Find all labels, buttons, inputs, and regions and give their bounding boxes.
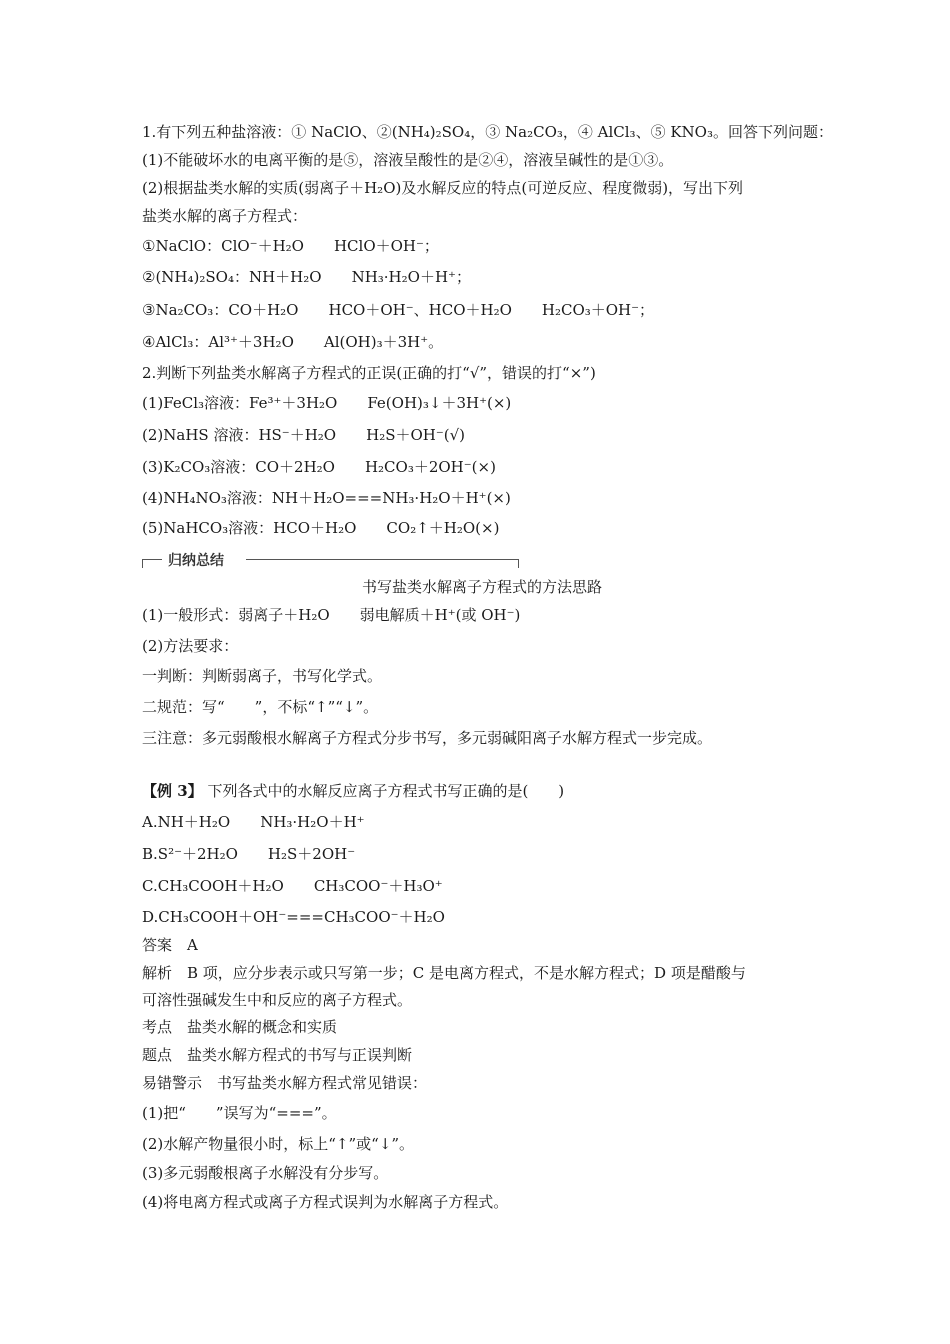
summary-line-4: 二规范：写“ ”，不标“↑”“↓”。 [142,698,379,716]
judge-item-4: (4)NH₄NO₃溶液：NH＋H₂O===NH₃·H₂O＋H⁺(×) [142,489,511,507]
warning-item-2: (2)水解产物量很小时，标上“↑”或“↓”。 [142,1135,415,1153]
judge-item-5: (5)NaHCO₃溶液：HCO＋H₂O CO₂↑＋H₂O(×) [142,519,500,537]
option-c: C.CH₃COOH＋H₂O CH₃COO⁻＋H₃O⁺ [142,877,443,895]
warning-item-3: (3)多元弱酸根离子水解没有分步写。 [142,1164,389,1182]
error-warning: 易错警示 书写盐类水解方程式常见错误： [142,1074,428,1092]
summary-line-1: (1)一般形式：弱离子＋H₂O 弱电解质＋H⁺(或 OH⁻) [142,606,521,624]
question-1-part-1: (1)不能破坏水的电离平衡的是⑤，溶液呈酸性的是②④，溶液呈碱性的是①③。 [142,151,674,169]
question-1-part-2-cont: 盐类水解的离子方程式： [142,207,308,225]
summary-line-5: 三注意：多元弱酸根水解离子方程式分步书写，多元弱碱阳离子水解方程式一步完成。 [142,729,713,747]
summary-title: 书写盐类水解离子方程式的方法思路 [361,578,602,596]
judge-item-3: (3)K₂CO₃溶液：CO＋2H₂O H₂CO₃＋2OH⁻(×) [142,458,496,476]
summary-line-right [246,559,518,560]
question-topic: 题点 盐类水解方程式的书写与正误判断 [142,1046,413,1064]
equation-3: ③Na₂CO₃：CO＋H₂O HCO＋OH⁻、HCO＋H₂O H₂CO₃＋OH⁻； [142,301,655,319]
judge-item-1: (1)FeCl₃溶液：Fe³⁺＋3H₂O Fe(OH)₃↓＋3H⁺(×) [142,394,512,412]
summary-tag: 归纳总结 [168,553,224,569]
question-1-part-2: (2)根据盐类水解的实质(弱离子＋H₂O)及水解反应的特点(可逆反应、程度微弱)，写出下列 [142,179,744,197]
option-a: A.NH＋H₂O NH₃·H₂O＋H⁺ [142,813,365,831]
analysis-line-1: 解析 B 项，应分步表示或只写第一步；C 是电离方程式，不是水解方程式；D 项是醋酸与 [142,964,746,982]
analysis-line-2: 可溶性强碱发生中和反应的离子方程式。 [142,991,413,1009]
summary-line-left [142,559,162,560]
summary-line-3: 一判断：判断弱离子，书写化学式。 [142,667,383,685]
example-text: 下列各式中的水解反应离子方程式书写正确的是( ) [207,782,565,800]
judge-item-2: (2)NaHS 溶液：HS⁻＋H₂O H₂S＋OH⁻(√) [142,426,466,444]
option-b: B.S²⁻＋2H₂O H₂S＋2OH⁻ [142,845,356,863]
answer: 答案 A [142,936,198,954]
summary-bracket-right [518,559,519,568]
warning-item-1: (1)把“ ”误写为“===”。 [142,1104,337,1122]
question-1: 1.有下列五种盐溶液：① NaClO、②(NH₄)₂SO₄，③ Na₂CO₃，④ AlCl₃、⑤ KNO₃。回答下列问题： [142,123,833,141]
summary-header [142,550,520,568]
equation-2: ②(NH₄)₂SO₄：NH＋H₂O NH₃·H₂O＋H⁺； [142,268,471,286]
option-d: D.CH₃COOH＋OH⁻===CH₃COO⁻＋H₂O [142,908,445,926]
question-2: 2.判断下列盐类水解离子方程式的正误(正确的打“√”，错误的打“×”) [142,364,596,382]
knowledge-point: 考点 盐类水解的概念和实质 [142,1018,338,1036]
equation-1: ①NaClO：ClO⁻＋H₂O HClO＋OH⁻； [142,237,439,255]
summary-line-2: (2)方法要求： [142,637,239,655]
example-question [142,781,564,801]
equation-4: ④AlCl₃：Al³⁺＋3H₂O Al(OH)₃＋3H⁺。 [142,333,444,351]
example-label: 【例 3】 [142,782,203,800]
warning-item-4: (4)将电离方程式或离子方程式误判为水解离子方程式。 [142,1193,509,1211]
summary-bracket-left [142,559,143,568]
